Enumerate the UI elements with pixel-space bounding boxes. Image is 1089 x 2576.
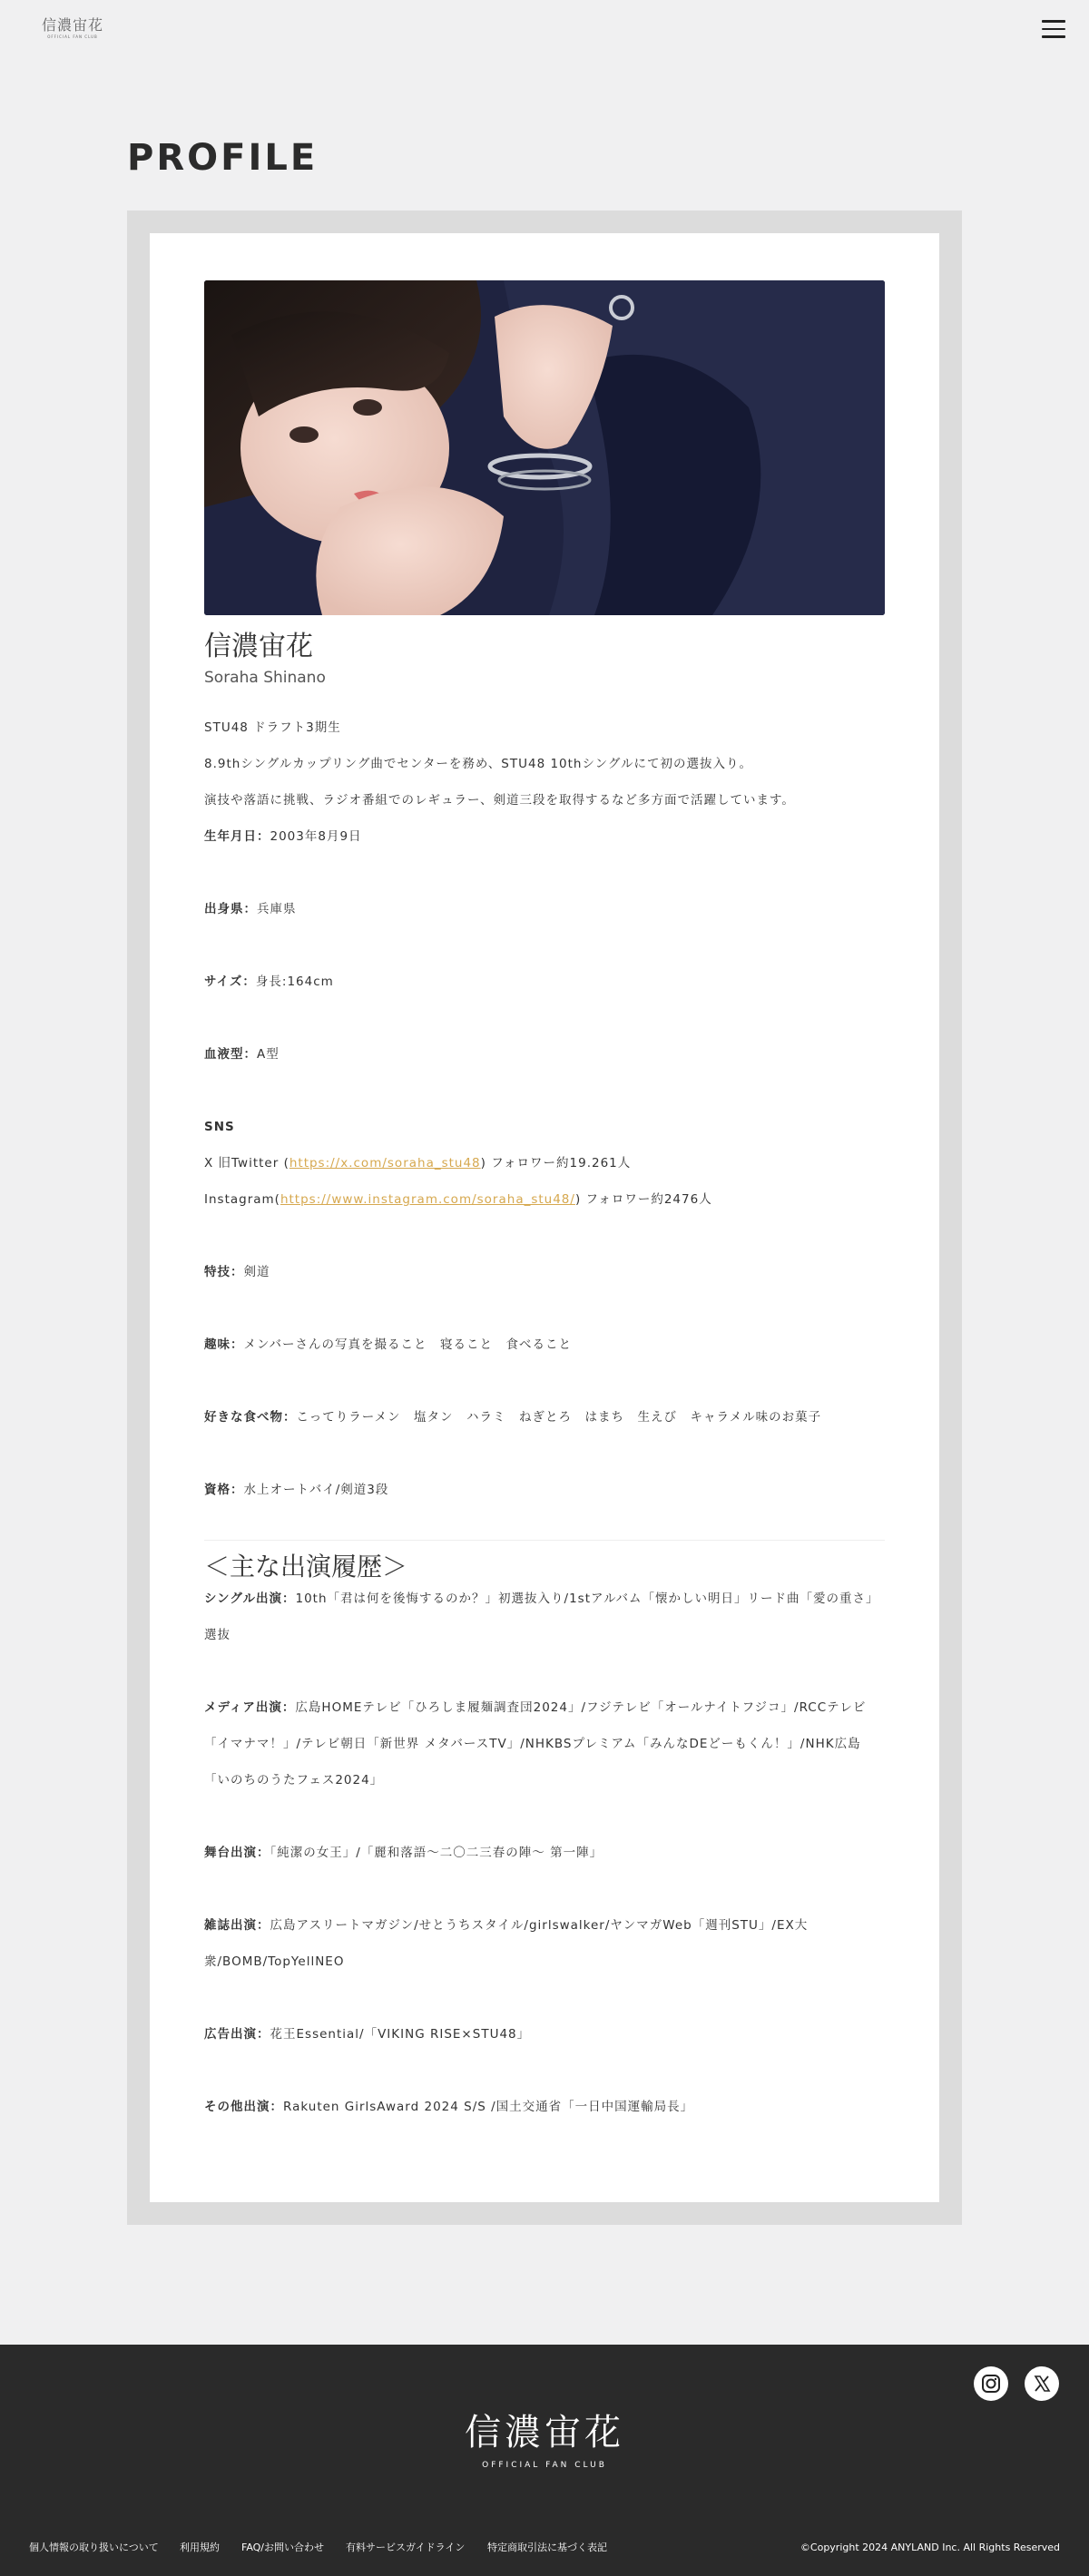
sns-instagram-prefix: Instagram( [204, 1192, 280, 1207]
sns-heading-text: SNS [204, 1120, 235, 1134]
footer-link-commerce-law[interactable]: 特定商取引法に基づく表記 [487, 2542, 607, 2553]
skill-value: 剣道 [243, 1265, 270, 1279]
career-media-label: メディア出演： [204, 1700, 296, 1715]
sns-instagram-link[interactable]: https://www.instagram.com/soraha_stu48/ [280, 1192, 575, 1207]
footer-link-paid-guideline[interactable]: 有料サービスガイドライン [346, 2542, 466, 2553]
sns-x-link[interactable]: https://x.com/soraha_stu48 [289, 1156, 481, 1170]
favorite-food-row [204, 1408, 821, 1426]
career-single-label: シングル出演： [204, 1592, 296, 1606]
copyright: ©Copyright 2024 ANYLAND Inc. All Rights Reserved [800, 2542, 1060, 2553]
size-label: サイズ： [204, 975, 256, 989]
hamburger-line [1042, 20, 1065, 23]
page-title: PROFILE [127, 137, 319, 179]
career-ad-label: 広告出演： [204, 2027, 270, 2042]
site-header [0, 0, 1089, 58]
career-stage-value: 「純潔の女王」/「麗和落語〜二〇二三春の陣〜 第一陣」 [270, 1846, 603, 1860]
birthday-row [204, 828, 362, 846]
career-ad [204, 2016, 887, 2052]
career-title: ＜主な出演履歴＞ [204, 1552, 408, 1582]
career-other-label: その他出演： [204, 2100, 283, 2114]
site-logo[interactable] [40, 16, 105, 40]
favorite-food-label: 好きな食べ物： [204, 1410, 297, 1425]
section-divider [204, 1540, 885, 1541]
career-stage-label: 舞台出演： [204, 1846, 270, 1860]
x-glyph [1025, 2366, 1059, 2401]
hamburger-line [1042, 28, 1065, 31]
sns-instagram-suffix: ) フォロワー約2476人 [574, 1192, 712, 1207]
footer-link-terms[interactable]: 利用規約 [180, 2542, 220, 2553]
portrait-illustration [204, 280, 885, 615]
license-row [204, 1481, 388, 1499]
x-icon[interactable] [1025, 2366, 1059, 2401]
profile-name-en: Soraha Shinano [204, 669, 326, 687]
skill-label: 特技： [204, 1265, 244, 1279]
size-value: 身長:164cm [255, 975, 334, 989]
hamburger-line [1042, 35, 1065, 38]
sns-instagram-row [204, 1190, 712, 1209]
sns-x-prefix: X 旧Twitter ( [204, 1156, 289, 1170]
career-ad-value: 花王Essential/「VIKING RISE×STU48」 [270, 2027, 531, 2042]
blood-type-value: A型 [257, 1047, 280, 1062]
intro-line: STU48 ドラフト3期生 [204, 720, 341, 735]
instagram-icon[interactable] [974, 2366, 1008, 2401]
footer-logo[interactable] [454, 2410, 635, 2472]
career-other-value: Rakuten GirlsAward 2024 S/S /国土交通省「一日中国運輸局長」 [283, 2100, 694, 2114]
intro-line: 演技や落語に挑戦、ラジオ番組でのレギュラー、剣道三段を取得するなど多方面で活躍しています。 [204, 793, 795, 808]
sns-x-row [204, 1154, 631, 1172]
license-value: 水上オートバイ/剣道3段 [243, 1483, 389, 1497]
hobby-value: メンバーさんの写真を撮ること 寝ること 食べること [243, 1337, 573, 1352]
blood-type-label: 血液型： [204, 1047, 257, 1062]
hobby-label: 趣味： [204, 1337, 244, 1352]
hamburger-menu-icon[interactable] [1042, 20, 1065, 38]
career-single-value: 10th「君は何を後悔するのか？」初選抜入り/1stアルバム「懐かしい明日」リード曲「愛の重さ」選抜 [204, 1592, 879, 1642]
intro-line: 8.9thシングルカップリング曲でセンターを務め、STU48 10thシングルにて初の選抜入り。 [204, 757, 752, 771]
career-magazine-value: 広島アスリートマガジン/せとうちスタイル/girlswalker/ヤンマガWeb「週刊STU」/EX大衆/BOMB/TopYellNEO [204, 1918, 809, 1969]
career-magazine [204, 1907, 887, 1980]
size-row [204, 973, 334, 991]
career-other [204, 2089, 887, 2125]
career-media-value: 広島HOMEテレビ「ひろしま履麺調査団2024」/フジテレビ「オールナイトフジコ」/RCCテレビ「イマナマ！」/テレビ朝日「新世界 メタバースTV」/NHKBSプレミアム「みんなDEどーもくん！」/NHK広島「いのちのうたフェス2024」 [204, 1700, 867, 1788]
footer-logo-subtext: OFFICIAL FAN CLUB [482, 2461, 607, 2470]
logo-text: 信濃宙花 [41, 16, 103, 34]
career-single [204, 1581, 887, 1653]
birthplace-row [204, 900, 297, 918]
blood-type-row [204, 1045, 280, 1063]
footer-logo-text: 信濃宙花 [465, 2412, 624, 2454]
career-stage [204, 1835, 887, 1871]
career-media [204, 1690, 887, 1798]
birthplace-label: 出身県： [204, 902, 257, 916]
sns-x-suffix: ) フォロワー約19.261人 [480, 1156, 632, 1170]
logo-subtext: OFFICIAL FAN CLUB [47, 34, 98, 39]
birthplace-value: 兵庫県 [257, 902, 297, 916]
favorite-food-value: こってりラーメン 塩タン ハラミ ねぎとろ はまち 生えび キャラメル味のお菓子 [296, 1410, 822, 1425]
instagram-glyph [974, 2366, 1008, 2401]
birthday-value: 2003年8月9日 [270, 829, 362, 844]
skill-row [204, 1263, 270, 1281]
license-label: 資格： [204, 1483, 244, 1497]
footer-link-faq[interactable]: FAQ/お問い合わせ [241, 2542, 325, 2553]
career-magazine-label: 雑誌出演： [204, 1918, 270, 1933]
birthday-label: 生年月日： [204, 829, 270, 844]
sns-heading [204, 1118, 235, 1136]
portrait-photo [204, 280, 885, 615]
footer-link-privacy[interactable]: 個人情報の取り扱いについて [29, 2542, 159, 2553]
profile-name-jp: 信濃宙花 [204, 631, 313, 662]
profile-card [150, 233, 939, 2202]
profile-frame [127, 211, 962, 2225]
hobby-row [204, 1336, 572, 1354]
